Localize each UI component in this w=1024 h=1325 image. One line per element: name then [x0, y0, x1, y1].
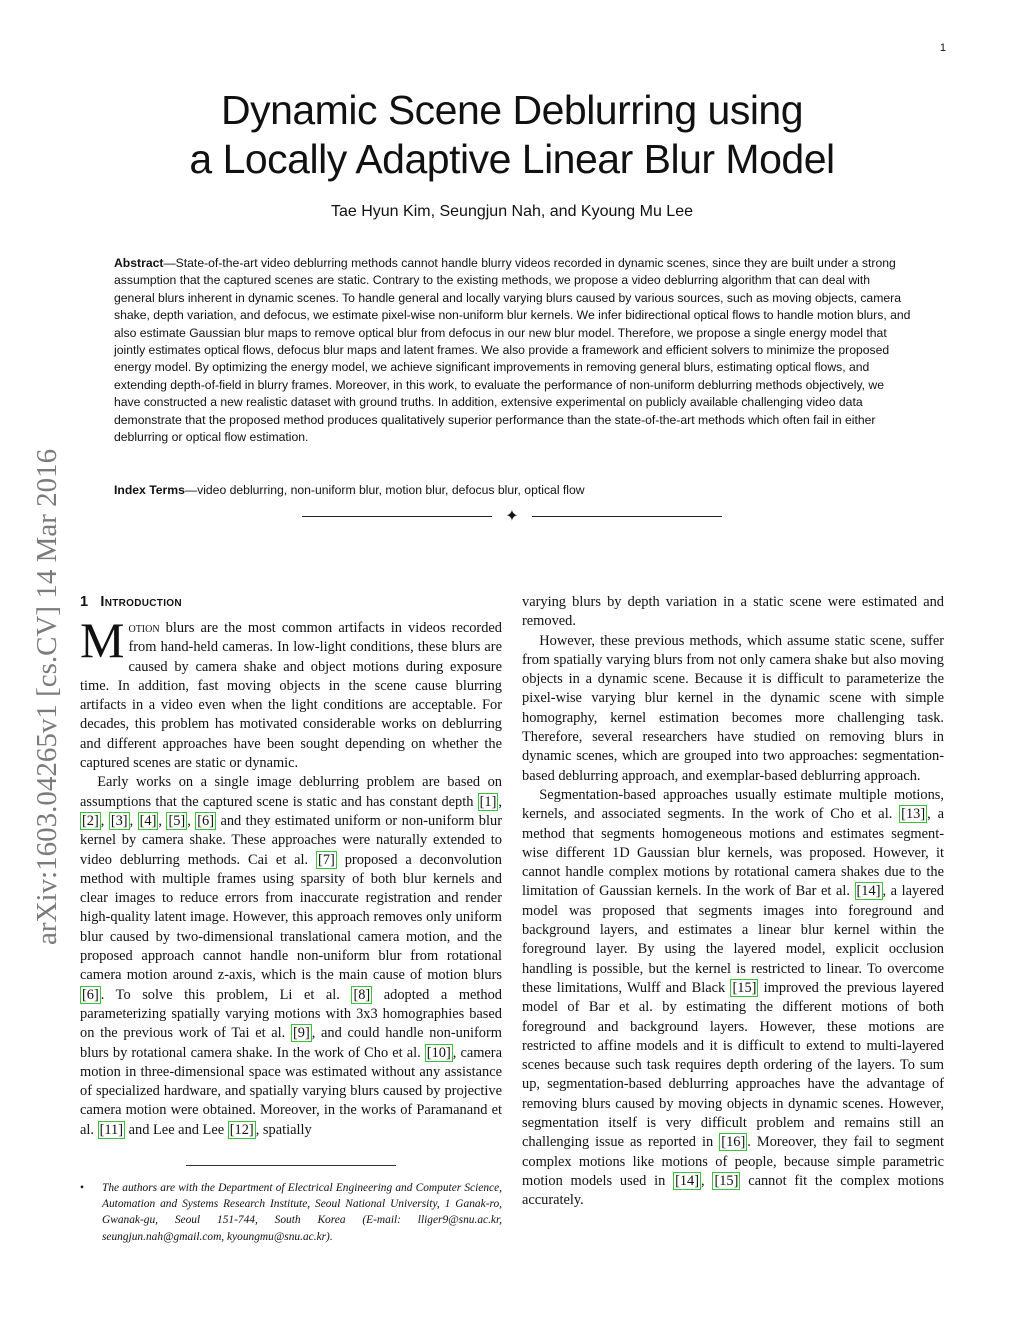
first-word: otion — [128, 620, 160, 636]
paragraph-text: Segmentation-based approaches usually estimate multiple motions, kernels, and associated segments. In the work of Cho et al. — [522, 786, 944, 823]
paragraph-text: , a layered model was proposed that segments images into foreground and background layers, and estimates a linear blur kernel within the foreground layer. By using the layered model, explicit occlusion handling is possible, but the kernel is restricted to linear. To overcome these limitations, Wulff and Black — [522, 883, 944, 996]
paragraph: varying blurs by depth variation in a static scene were estimated and removed. — [522, 594, 944, 630]
citation-separator: , — [187, 812, 196, 829]
footnote-bullet-icon: • — [80, 1182, 84, 1194]
citation-link[interactable]: [10] — [426, 1044, 451, 1061]
paragraph-text: , camera motion in three-dimensional space was estimated without any assistance of specialized hardware, and spatially varying blurs caused by projective camera motion were obtained. Moreover, in the works of Paramanand et al. — [80, 1044, 502, 1138]
footnote-rule — [186, 1165, 396, 1166]
footnote — [80, 1180, 502, 1245]
index-terms-text: —video deblurring, non-uniform blur, motion blur, defocus blur, optical flow — [184, 483, 585, 497]
citation-link[interactable]: [4] — [139, 812, 157, 829]
paragraph-text: proposed a deconvolution method with multiple frames using sparsity of both blur kernels and clear images to reduce errors from inaccurate registration and render high-quality latent image. However, this approach removes only uniform blur caused by two-dimensional translational camera motion, and the proposed approach cannot handle non-uniform blur from rotational camera motion around z-axis, which is the main cause of motion blurs — [80, 851, 502, 984]
author-list: Tae Hyun Kim, Seungjun Nah, and Kyoung Mu Lee — [330, 203, 693, 220]
paper-title — [80, 86, 944, 184]
separator-diamond-icon: ✦ — [505, 508, 519, 525]
title-line-2: a Locally Adaptive Linear Blur Model — [189, 136, 835, 182]
section-number: 1 — [80, 594, 89, 610]
citation-link[interactable]: [9] — [292, 1025, 310, 1042]
citation-link[interactable]: [12] — [229, 1121, 254, 1138]
drop-cap: M — [80, 612, 125, 668]
arxiv-stamp: arXiv:1603.04265v1 [cs.CV] 14 Mar 2016 — [31, 448, 63, 945]
paragraph-text: . To solve this problem, Li et al. — [100, 986, 352, 1003]
separator-rule-right — [532, 516, 722, 517]
citation-link[interactable]: [6] — [82, 986, 99, 1003]
citation-link[interactable]: [14] — [856, 883, 881, 900]
citation-link[interactable]: [8] — [353, 986, 371, 1003]
citation-separator: , — [100, 812, 109, 829]
index-terms-label: Index Terms — [114, 483, 185, 497]
abstract — [114, 255, 912, 446]
paragraph-text: , a method that segments homogeneous motions and estimates segment-wise different 1D Gaussian blur kernels, was proposed. However, it cannot handle complex motions by rotational camera shakes due to the limitation of Gaussian kernels. In the work of Bar et al. — [522, 806, 944, 900]
citation-separator: , — [498, 793, 502, 810]
paragraph — [80, 612, 502, 773]
citation-link[interactable]: [15] — [732, 979, 757, 996]
section-heading — [80, 593, 502, 611]
citation-link[interactable]: [2] — [82, 812, 99, 829]
paragraph — [80, 773, 502, 1140]
paragraph-text: , and could handle non-uniform blurs by rotational camera shake. In the work of Cho et al. — [80, 1025, 502, 1061]
citation-link[interactable]: [3] — [110, 812, 128, 829]
citation-separator: , — [129, 812, 138, 829]
citation-link[interactable]: [15] — [714, 1172, 739, 1189]
separator-rule-left — [302, 516, 492, 517]
paragraph: However, these previous methods, which assume static scene, suffer from spatially varying blurs from not only camera shake but also moving objects in a dynamic scene. Because it is difficult to parameterize the pixel-wise varying blur kernel in the dynamic scene with simple homography, kernel estimation becomes more challenging task. Therefore, several researchers have studied on removing blurs in dynamic scenes, which are grouped into two approaches: segmentation-based deblurring approach, and exemplar-based deblurring approach. — [522, 632, 944, 784]
page-number: 1 — [939, 42, 946, 54]
citation-link[interactable]: [16] — [721, 1134, 746, 1151]
left-column — [80, 593, 502, 1140]
index-terms — [114, 482, 912, 499]
paragraph-text: Early works on a single image deblurring problem are based on assumptions that the captured scene is static and has constant depth — [80, 774, 502, 810]
section-separator — [300, 507, 724, 527]
citation-link[interactable]: [11] — [99, 1121, 124, 1138]
citation-link[interactable]: [1] — [479, 793, 497, 810]
right-column — [522, 593, 944, 1211]
title-line-1: Dynamic Scene Deblurring using — [220, 87, 804, 133]
paragraph-text: cannot fit the complex motions accurately. — [522, 1172, 944, 1209]
paragraph-text: and Lee and Lee — [125, 1121, 228, 1138]
paragraph-text: adopted a method parameterizing spatially varying motions with 3x3 homographies based on the previous work of Tai et al. — [80, 986, 502, 1042]
abstract-label: Abstract — [114, 256, 164, 270]
paragraph — [522, 786, 944, 1211]
citation-link[interactable]: [13] — [901, 806, 926, 823]
citation-link[interactable]: [14] — [675, 1172, 700, 1189]
citation-link[interactable]: [7] — [318, 851, 335, 868]
section-title: Introduction — [100, 594, 182, 610]
footnote-text: The authors are with the Department of Electrical Engineering and Computer Science, Automation and Systems Research Institute, Seoul National University, 1 Ganak-ro, Gwanak-gu, Seoul 151-744, South Korea (E-mail: lliger9@snu.ac.kr, seungjun.nah@gmail.com, kyoungmu@snu.ac.kr). — [102, 1182, 502, 1243]
paragraph-text: blurs are the most common artifacts in videos recorded from hand-held cameras. In low-light conditions, these blurs are caused by camera shake and object motions during exposure time. In addition, fast moving objects in the scene cause blurring artifacts in a video even when the light conditions are acceptable. For decades, this problem has motivated considerable works on deblurring and different approaches have been sought depending on whether the captured scenes are static or dynamic. — [80, 620, 502, 772]
paragraph-text: improved the previous layered model of Bar et al. by estimating the different motions of both foreground and background layers. However, these motions are restricted to affine models and it is difficult to extend to multi-layered scenes because such task requires depth ordering of the layers. To sum up, segmentation-based deblurring approaches have the advantage of removing blurs caused by moving objects in dynamic scenes. However, segmentation itself is very difficult problem and remains still an challenging issue as reported in — [522, 979, 944, 1151]
abstract-text: —State-of-the-art video deblurring methods cannot handle blurry videos recorded in dynamic scenes, since they are built under a strong assumption that the captured scenes are static. Contrary to the existing methods, we propose a video deblurring algorithm that can deal with general blurs inherent in dynamic scenes. To handle general and locally varying blurs caused by various sources, such as moving objects, camera shake, depth variation, and defocus, we estimate pixel-wise non-uniform blur kernels. We infer bidirectional optical flows to handle motion blurs, and also estimate Gaussian blur maps to remove optical blur from defocus in our new blur model. Therefore, we propose a single energy model that jointly estimates optical flows, defocus blur maps and latent frames. We also provide a framework and efficient solvers to minimize the proposed energy model. By optimizing the energy model, we achieve significant improvements in removing general blurs, estimating optical flows, and extending depth-of-field in blurry frames. Moreover, in this work, to evaluate the performance of non-uniform deblurring methods objectively, we have constructed a new realistic dataset with ground truths. In addition, extensive experimental on publicly available challenging video data demonstrate that the proposed method produces qualitatively superior performance than the state-of-the-art methods which often fail in either deblurring or optical flow estimation. — [114, 256, 911, 445]
paragraph-text: , spatially — [255, 1121, 312, 1138]
citation-separator: , — [701, 1172, 713, 1189]
paragraph-text: . Moreover, they fail to segment complex motions like motions of people, because simple parametric motion models used in — [522, 1134, 944, 1189]
citation-separator: , — [158, 812, 167, 829]
paragraph-text: and they estimated uniform or non-uniform blur kernel by camera shake. These approaches were naturally extended to video deblurring methods. Cai et al. — [80, 812, 502, 868]
citation-link[interactable]: [6] — [197, 812, 215, 829]
citation-link[interactable]: [5] — [168, 812, 186, 829]
